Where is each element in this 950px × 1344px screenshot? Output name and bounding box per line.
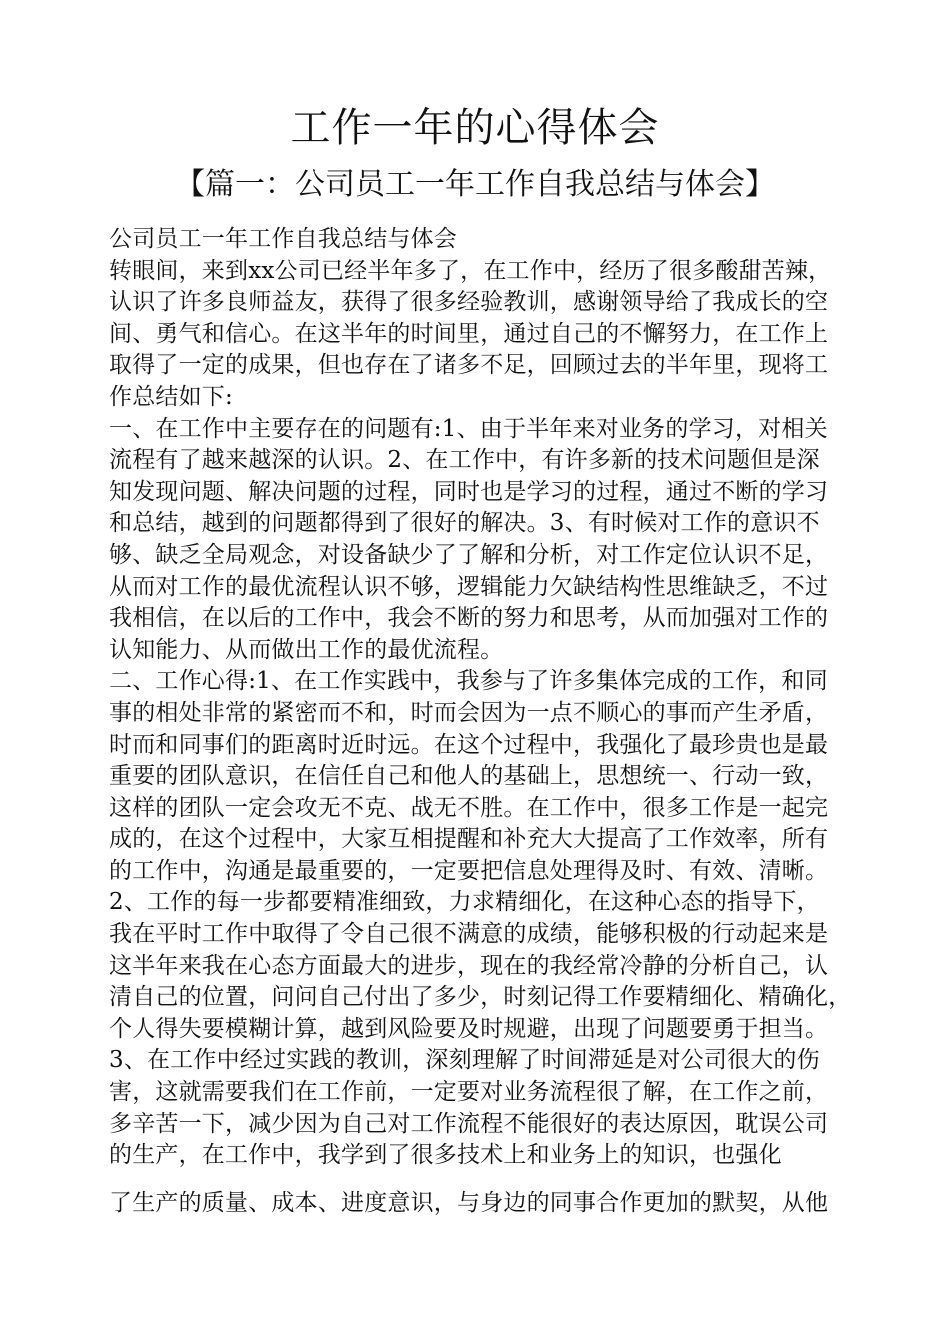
- body-line: 成的，在这个过程中，大家互相提醒和补充大大提高了工作效率，所有: [109, 826, 829, 853]
- body-line: 取得了一定的成果，但也存在了诸多不足，回顾过去的半年里，现将工: [109, 352, 829, 379]
- document-body: [109, 224, 852, 1219]
- document-title: 工作一年的心得体会: [290, 105, 660, 151]
- body-line: 2、工作的每一步都要精准细致，力求精细化，在这种心态的指导下，: [109, 889, 820, 916]
- body-line: 清自己的位置，问问自己付出了多少，时刻记得工作要精细化、精确化，: [109, 984, 852, 1011]
- body-line: 公司员工一年工作自我总结与体会: [109, 226, 457, 252]
- body-line: 事的相处非常的紧密而不和，时而会因为一点不顺心的事而产生矛盾，: [109, 699, 829, 726]
- body-line: 一、在工作中主要存在的问题有:1、由于半年来对业务的学习，对相关: [109, 415, 828, 442]
- body-line: 二、工作心得:1、在工作实践中，我参与了许多集体完成的工作，和同: [109, 668, 828, 695]
- body-line: 和总结，越到的问题都得到了很好的解决。3、有时候对工作的意识不: [109, 510, 820, 537]
- body-line: 这半年来我在心态方面最大的进步，现在的我经常冷静的分析自己，认: [109, 952, 829, 979]
- body-line: 时而和同事们的距离时近时远。在这个过程中，我强化了最珍贵也是最: [109, 731, 829, 758]
- body-line: 间、勇气和信心。在这半年的时间里，通过自己的不懈努力，在工作上: [109, 320, 829, 347]
- body-line: 认知能力、从而做出工作的最优流程。: [109, 636, 504, 663]
- body-line: 认识了许多良师益友，获得了很多经验教训，感谢领导给了我成长的空: [109, 289, 829, 316]
- body-line: 作总结如下:: [109, 383, 233, 410]
- body-line: 我在平时工作中取得了令自己很不满意的成绩，能够积极的行动起来是: [109, 921, 829, 948]
- body-line: 够、缺乏全局观念，对设备缺少了了解和分析，对工作定位认识不足，: [109, 541, 829, 568]
- document-subtitle: 【篇一：公司员工一年工作自我总结与体会】: [175, 167, 775, 202]
- body-line: 的工作中，沟通是最重要的，一定要把信息处理得及时、有效、清晰。: [109, 857, 829, 884]
- body-line: 知发现问题、解决问题的过程，同时也是学习的过程，通过不断的学习: [109, 478, 829, 505]
- body-line: 3、在工作中经过实践的教训，深刻理解了时间滞延是对公司很大的伤: [109, 1047, 820, 1074]
- body-line: 了生产的质量、成本、进度意识，与身边的同事合作更加的默契，从他: [109, 1189, 829, 1216]
- body-line: 害，这就需要我们在工作前，一定要对业务流程很了解，在工作之前，: [109, 1079, 829, 1106]
- body-line: 重要的团队意识，在信任自己和他人的基础上，思想统一、行动一致，: [109, 763, 829, 790]
- body-line: 个人得失要模糊计算，越到风险要及时规避，出现了问题要勇于担当。: [109, 1015, 829, 1042]
- body-line: 多辛苦一下，减少因为自己对工作流程不能很好的表达原因，耽误公司: [109, 1110, 829, 1137]
- body-line: 转眼间，来到xx公司已经半年多了，在工作中，经历了很多酸甜苦辣，: [109, 257, 832, 284]
- body-line: 我相信，在以后的工作中，我会不断的努力和思考，从而加强对工作的: [109, 605, 829, 632]
- body-line: 流程有了越来越深的认识。2、在工作中，有许多新的技术问题但是深: [109, 447, 820, 474]
- body-line: 这样的团队一定会攻无不克、战无不胜。在工作中，很多工作是一起完: [109, 794, 829, 821]
- body-line: 从而对工作的最优流程认识不够，逻辑能力欠缺结构性思维缺乏，不过: [109, 573, 829, 600]
- body-line: 的生产，在工作中，我学到了很多技术上和业务上的知识，也强化: [109, 1142, 782, 1169]
